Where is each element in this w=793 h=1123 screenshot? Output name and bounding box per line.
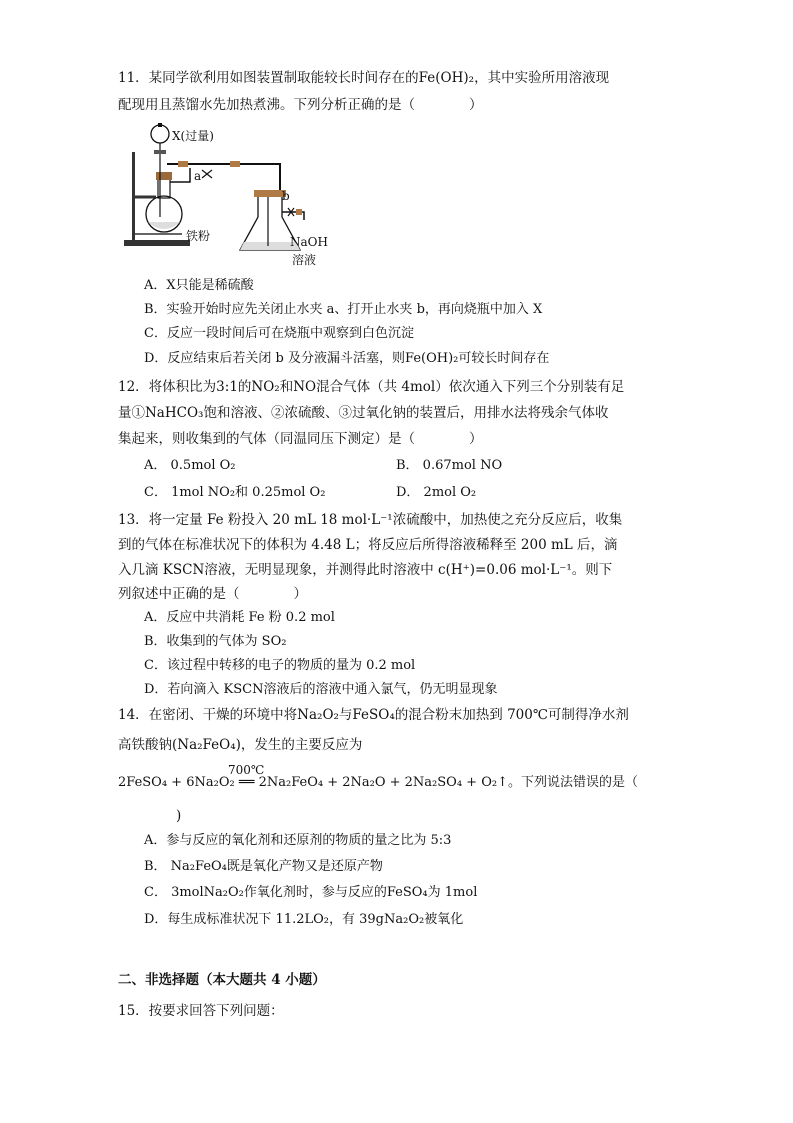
q12-stem-line3: 集起来，则收集到的气体（同温同压下测定）是（ ） — [118, 431, 483, 447]
label-b: b — [282, 189, 290, 203]
q14-option-b: B． Na₂FeO₄既是氧化产物又是还原产物 — [144, 859, 383, 874]
q11-stem-line1: 11．某同学欲利用如图装置制取能较长时间存在的Fe(OH)₂，其中实验所用溶液现 — [118, 70, 610, 86]
q11-option-c: C．反应一段时间后可在烧瓶中观察到白色沉淀 — [144, 326, 414, 341]
label-naoh: NaOH — [290, 235, 328, 249]
q13-option-d: D．若向滴入 KSCN溶液后的溶液中通入氯气，仍无明显现象 — [144, 682, 498, 697]
q14-equation: 2FeSO₄ + 6Na₂O₂ ══ 2Na₂FeO₄ + 2Na₂O + 2Na₂SO₄ + O₂↑。下列说法错误的是（ — [118, 775, 638, 790]
q13-stem-line3: 入几滴 KSCN溶液，无明显现象，并测得此时溶液中 c(H⁺)=0.06 mol·L⁻¹。则下 — [118, 562, 613, 578]
q13-stem-line4: 列叙述中正确的是（ ） — [118, 586, 307, 602]
q12-option-c: C． 1mol NO₂和 0.25mol O₂ — [144, 485, 326, 500]
label-iron: 铁粉 — [186, 229, 211, 243]
label-solution: 溶液 — [292, 253, 317, 267]
q11-option-d: D．反应结束后若关闭 b 及分液漏斗活塞，则Fe(OH)₂可较长时间存在 — [144, 351, 550, 366]
q13-stem-line1: 13．将一定量 Fe 粉投入 20 mL 18 mol·L⁻¹浓硫酸中，加热使之充分反应后，收集 — [118, 512, 623, 528]
section-2-title: 二、非选择题（本大题共 4 小题） — [118, 972, 326, 988]
q12-option-d: D． 2mol O₂ — [396, 485, 477, 500]
q12-stem-line1: 12．将体积比为3:1的NO₂和NO混合气体（共 4mol）依次通入下列三个分别装有足 — [118, 379, 625, 395]
q13-stem-line2: 到的气体在标准状况下的体积为 4.48 L；将反应后所得溶液稀释至 200 mL 后，滴 — [118, 537, 618, 553]
q15-stem: 15．按要求回答下列问题： — [118, 1003, 284, 1019]
q14-option-c: C． 3molNa₂O₂作氧化剂时，参与反应的FeSO₄为 1mol — [144, 885, 478, 900]
separating-funnel — [151, 125, 169, 143]
q13-option-a: A．反应中共消耗 Fe 粉 0.2 mol — [144, 610, 335, 625]
q12-option-a: A． 0.5mol O₂ — [144, 458, 236, 473]
q11-stem-line2: 配现用且蒸馏水先加热煮沸。下列分析正确的是（ ） — [118, 97, 483, 113]
q14-stem-close: ) — [176, 808, 182, 824]
apparatus-figure — [120, 122, 345, 272]
q11-option-b: B．实验开始时应先关闭止水夹 a、打开止水夹 b，再向烧瓶中加入 X — [144, 302, 543, 317]
q14-option-d: D．每生成标准状况下 11.2LO₂，有 39gNa₂O₂被氧化 — [144, 912, 464, 927]
q12-option-b: B． 0.67mol NO — [396, 458, 503, 473]
q14-option-a: A．参与反应的氧化剂和还原剂的物质的量之比为 5:3 — [144, 833, 452, 848]
q11-option-a: A．X只能是稀硫酸 — [144, 278, 254, 293]
q13-option-c: C．该过程中转移的电子的物质的量为 0.2 mol — [144, 658, 416, 673]
q13-option-b: B．收集到的气体为 SO₂ — [144, 634, 287, 649]
q14-stem-line1: 14．在密闭、干燥的环境中将Na₂O₂与FeSO₄的混合粉末加热到 700℃可制得净水剂 — [118, 707, 629, 723]
q12-stem-line2: 量①NaHCO₃饱和溶液、②浓硫酸、③过氧化钠的装置后，用排水法将残余气体收 — [118, 405, 609, 421]
q14-stem-line2: 高铁酸钠(Na₂FeO₄)，发生的主要反应为 — [118, 737, 363, 753]
label-x: X(过量) — [172, 129, 214, 143]
q14-reaction-condition: 700℃ — [228, 763, 265, 777]
label-a: a — [194, 169, 202, 183]
